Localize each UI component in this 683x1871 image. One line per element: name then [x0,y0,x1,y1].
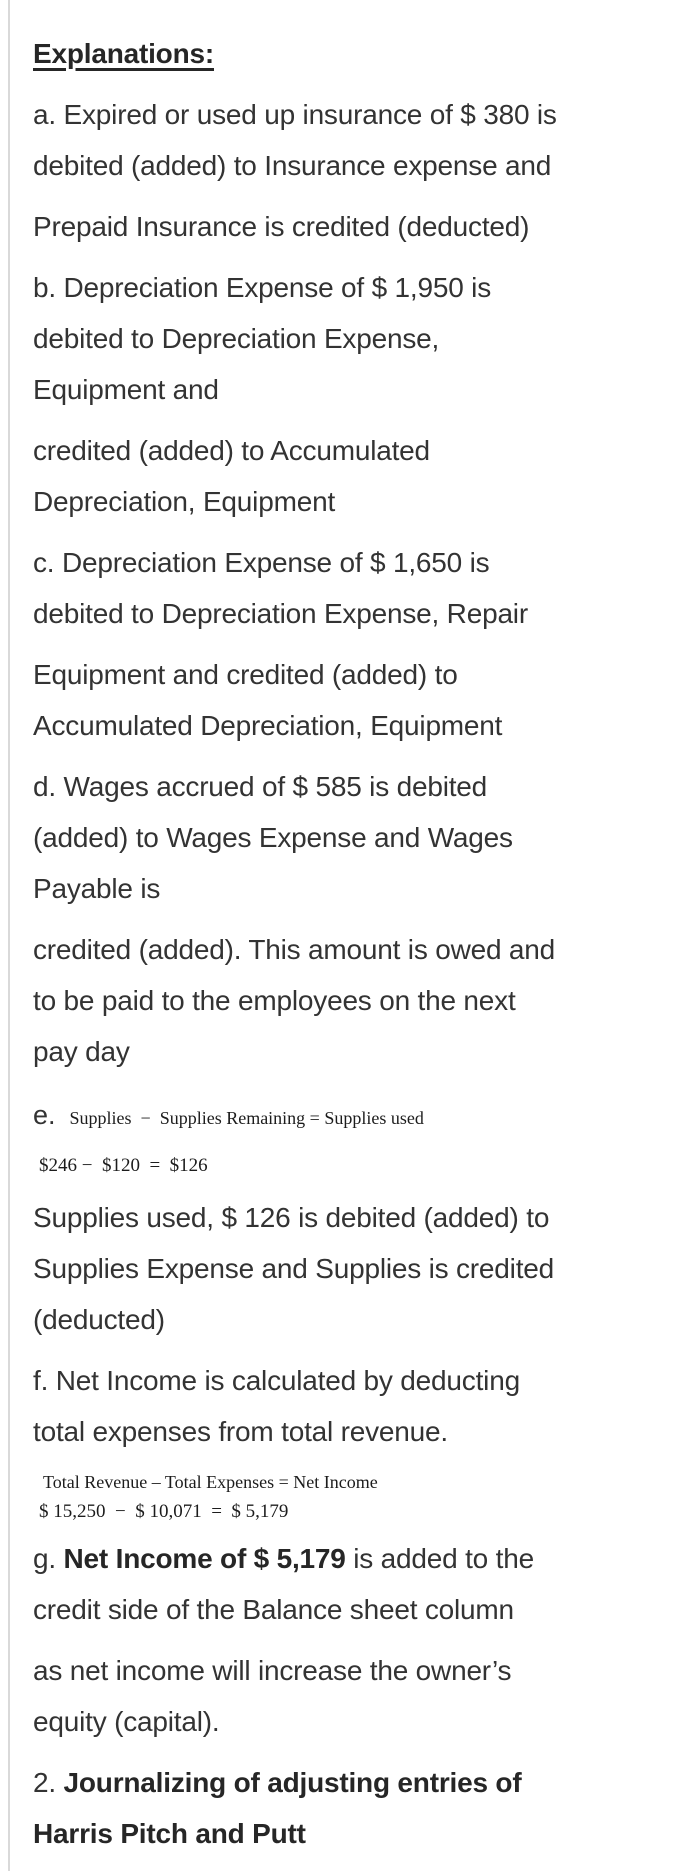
section-2-bold-line1: Journalizing of adjusting entries of [63,1767,522,1798]
text-line: pay day [33,1036,130,1067]
explanation-item-e-formula-row [33,1095,673,1138]
text-line: Supplies Expense and Supplies is credited [33,1253,555,1284]
text-line: d. Wages accrued of $ 585 is debited [33,771,488,802]
g-prefix: g. [33,1543,64,1574]
text-line: to be paid to the employees on the next [33,985,516,1016]
explanation-item-b [33,262,673,415]
net-income-calculation: $ 15,250 − $ 10,071 = $ 5,179 [39,1501,289,1522]
text-line: debited (added) to Insurance expense and [33,150,552,181]
g-rest: is added to the [345,1543,534,1574]
text-line: a. Expired or used up insurance of $ 380 is [33,99,557,130]
text-line: (deducted) [33,1304,165,1335]
text-line: Accumulated Depreciation, Equipment [33,710,503,741]
explanation-item-f [33,1355,673,1457]
supplies-formula: Supplies − Supplies Remaining = Supplies used [69,1108,424,1128]
text-line [33,1533,673,1584]
text-line: Supplies used, $ 126 is debited (added) to [33,1202,550,1233]
explanation-item-a-continued [33,201,673,252]
explanation-item-b-continued [33,425,673,527]
text-line: f. Net Income is calculated by deducting [33,1365,520,1396]
explanation-item-d-continued [33,924,673,1077]
text-line: as net income will increase the owner’s [33,1655,512,1686]
text-line: Prepaid Insurance is credited (deducted) [33,211,530,242]
text-line: Equipment and credited (added) to [33,659,458,690]
text-line [33,1757,673,1808]
explanations-document [33,28,673,1869]
text-line: credited (added). This amount is owed and [33,934,556,965]
text-line: credited (added) to Accumulated [33,435,430,466]
text-line: b. Depreciation Expense of $ 1,950 is [33,272,492,303]
explanation-item-e-text [33,1192,673,1345]
g-bold-text: Net Income of $ 5,179 [63,1543,346,1574]
text-line: (added) to Wages Expense and Wages [33,822,513,853]
section-2-heading [33,1757,673,1859]
explanation-item-c [33,537,673,639]
text-line: total expenses from total revenue. [33,1416,448,1447]
supplies-calculation: $246 − $120 = $126 [39,1155,208,1176]
left-rule [8,0,10,1871]
explanations-heading [33,28,673,79]
net-income-formula: Total Revenue – Total Expenses = Net Income [43,1472,378,1492]
text-line: debited to Depreciation Expense, [33,323,440,354]
explanation-item-a [33,89,673,191]
text-line: Payable is [33,873,161,904]
text-line: credit side of the Balance sheet column [33,1594,514,1625]
section-2-prefix: 2. [33,1767,64,1798]
item-e-marker: e. [33,1100,56,1130]
heading-text: Explanations: [33,38,214,69]
section-2-bold-line2: Harris Pitch and Putt [33,1818,306,1849]
explanation-item-c-continued [33,649,673,751]
text-line: c. Depreciation Expense of $ 1,650 is [33,547,490,578]
explanation-item-d [33,761,673,914]
text-line: Equipment and [33,374,219,405]
explanation-item-g-continued [33,1645,673,1747]
text-line: debited to Depreciation Expense, Repair [33,598,528,629]
text-line: Depreciation, Equipment [33,486,336,517]
explanation-item-g [33,1533,673,1635]
text-line: equity (capital). [33,1706,220,1737]
